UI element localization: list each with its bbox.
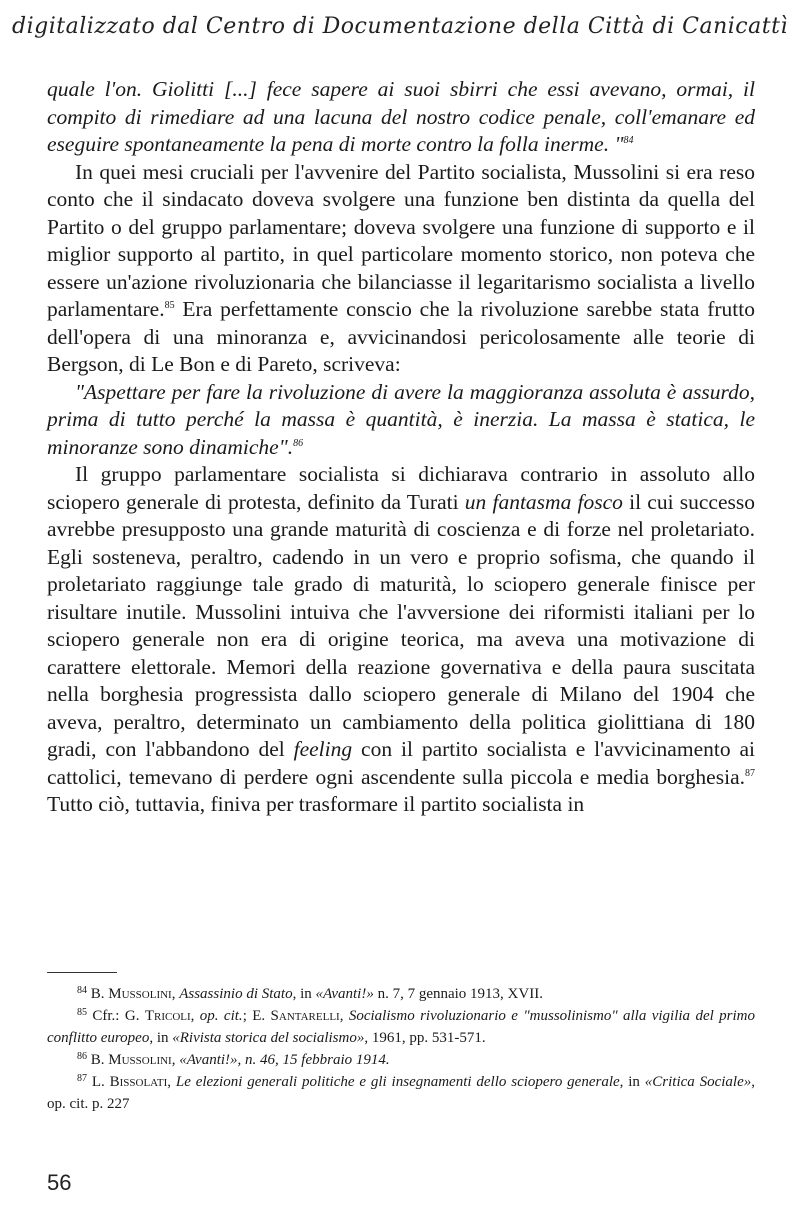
page-number: 56 <box>47 1170 72 1195</box>
footnote-ref-85: 85 <box>164 300 175 311</box>
quote-paragraph-giolitti: quale l'on. Giolitti [...] fece sapere ai suoi sbirri che essi avevano, ormai, il compito di rimediare ad una lacuna del nostro codice penale, coll'emanare ed eseguire spontaneamente la pena di morte contro la folla inerme. "$^{84}$ <box>47 77 755 156</box>
footnote-85: $^{85}$ Cfr.: G. Tricoli, op. cit.; E. Santarelli, Socialismo rivoluzionario e "mussolinismo" alla vigilia del primo conflitto europeo, in «Rivista storica del socialismo», 1961, pp. 531-571. <box>47 1007 755 1046</box>
paragraph-sciopero-generale: Il gruppo parlamentare socialista si dichiarava contrario in assoluto allo sciopero generale di protesta, definito da Turati un fantasma fosco il cui successo avrebbe presupposto una grande maturità di coscienza e di forze nel proletariato. Egli sosteneva, peraltro, cadendo in un vero e proprio sofisma, che quando il proletariato raggiunge tale grado di maturità, lo sciopero generale finisce per risultare inutile. Mussolini intuiva che l'avversione dei riformisti italiani per lo sciopero generale non era di origine teorica, ma aveva una motivazione di carattere elettorale. Memori della reazione governativa e della paura suscitata nella borghesia progressista dallo sciopero generale di Milano del 1904 che aveva, peraltro, determinato un cambiamento della politica giolittiana di 180 gradi, con l'abbandono del feeling con il partito socialista e l'avvicinamento ai cattolici, temevano di perdere ogni ascendente sulla piccola e media borghesia.$^{87}$ Tutto ciò, tuttavia, finiva per trasformare il partito socialista in <box>47 462 755 816</box>
main-text <box>47 76 755 819</box>
footnote-separator <box>47 972 117 973</box>
footnote-ref-84: 84 <box>623 135 634 146</box>
footnote-86: $^{86}$ B. Mussolini, «Avanti!», n. 46, 15 febbraio 1914. <box>77 1051 390 1068</box>
footnote-87: $^{87}$ L. Bissolati, Le elezioni generali politiche e gli insegnamenti dello sciopero generale, in «Critica Sociale», op. cit. p. 227 <box>47 1073 756 1112</box>
footnote-ref-87: 87 <box>745 767 755 779</box>
footnote-84: $^{84}$ B. Mussolini, Assassinio di Stato, in «Avanti!» n. 7, 7 gennaio 1913, XVII. <box>77 985 543 1002</box>
footnote-ref-86: 86 <box>293 437 304 449</box>
word-feeling: feeling <box>293 737 353 761</box>
paragraph-mussolini-sindacato: In quei mesi cruciali per l'avvenire del Partito socialista, Mussolini si era reso conto che il sindacato doveva svolgere una funzione ben distinta da quella del Partito o del gruppo parlamentare; doveva svolgere una funzione di supporto e il miglior supporto al partito, in quel particolare momento storico, non poteva che essere un'azione rivoluzionaria che bilanciasse il legaritarismo socialista a livello parlamentare.$^{85}$ Era perfettamente conscio che la rivoluzione sarebbe stata frutto dell'opera di una minoranza e, avvicinandosi pericolosamente alle teorie di Bergson, di Le Bon e di Pareto, scriveva: <box>47 159 755 376</box>
footnotes <box>47 983 755 1115</box>
digitization-watermark: digitalizzato dal Centro di Documentazione della Città di Canicattì <box>12 14 788 39</box>
phrase-fantasma-fosco: un fantasma fosco <box>464 489 623 514</box>
quote-paragraph-rivoluzione: "Aspettare per fare la rivoluzione di avere la maggioranza assoluta è assurdo, prima di tutto perché la massa è quantità, è inerzia. La massa è statica, le minoranze sono dinamiche".$^{86}$ <box>47 379 755 459</box>
